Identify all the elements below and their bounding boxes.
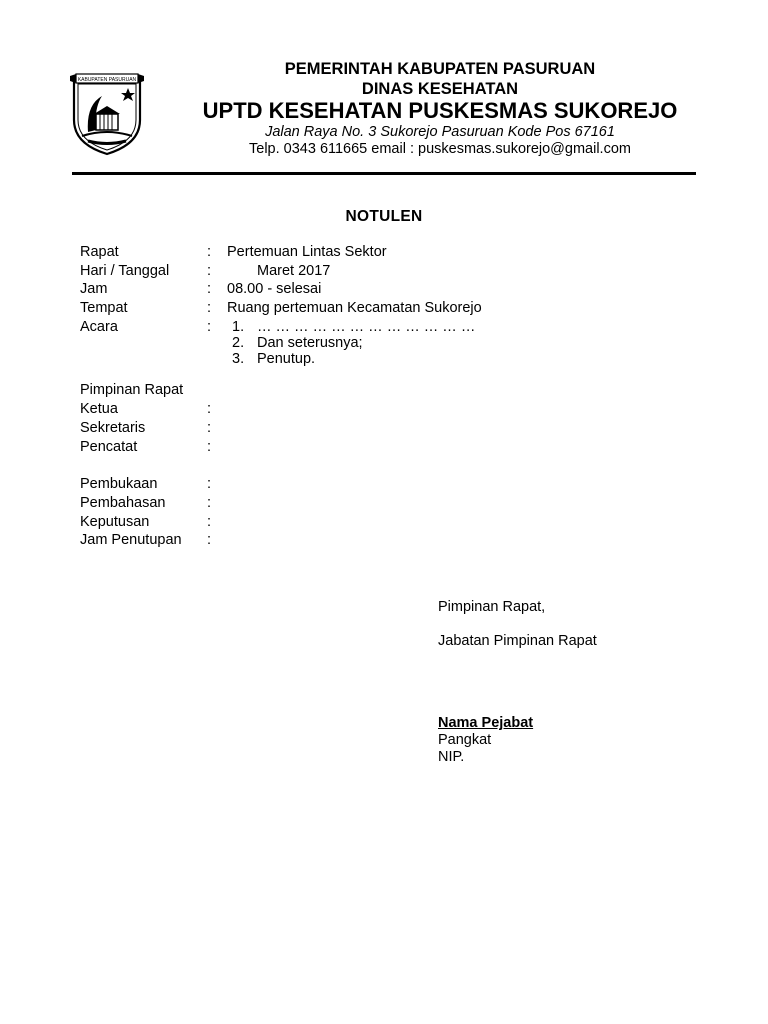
colon: : — [207, 281, 212, 297]
colon: : — [207, 532, 212, 548]
label-jam-penutupan: Jam Penutupan — [80, 532, 182, 548]
header-agency: DINAS KESEHATAN — [361, 80, 519, 98]
label-pembahasan: Pembahasan — [80, 495, 166, 511]
agenda-item-text: … … … … … … … … … … … … — [257, 319, 476, 335]
signature-nip: NIP. — [438, 749, 465, 765]
signature-position: Jabatan Pimpinan Rapat — [438, 633, 597, 649]
colon: : — [207, 514, 212, 530]
colon: : — [207, 476, 212, 492]
label-sekretaris: Sekretaris — [80, 420, 146, 436]
colon: : — [207, 495, 212, 511]
label-ketua: Ketua — [80, 401, 118, 417]
agenda-item-text: Penutup. — [257, 351, 316, 367]
label-pencatat: Pencatat — [80, 439, 138, 455]
value-rapat: Pertemuan Lintas Sektor — [227, 244, 387, 260]
header-contact: Telp. 0343 611665 email : puskesmas.sukorejo@gmail.com — [249, 141, 631, 157]
label-tempat: Tempat — [80, 300, 128, 316]
header-organization: UPTD KESEHATAN PUSKESMAS SUKOREJO — [202, 98, 678, 123]
value-tempat: Ruang pertemuan Kecamatan Sukorejo — [227, 300, 482, 316]
colon: : — [207, 319, 212, 335]
label-rapat: Rapat — [80, 244, 119, 260]
colon: : — [207, 439, 212, 455]
agenda-item-number: 1. — [232, 319, 245, 335]
value-hari-tanggal: Maret 2017 — [257, 263, 331, 279]
signature-heading: Pimpinan Rapat, — [438, 599, 546, 615]
logo-banner-text: KABUPATEN PASURUAN — [77, 77, 137, 83]
agenda-item-number: 3. — [232, 351, 245, 367]
header-divider — [72, 172, 696, 175]
value-jam: 08.00 - selesai — [227, 281, 322, 297]
colon: : — [207, 401, 212, 417]
label-keputusan: Keputusan — [80, 514, 150, 530]
colon: : — [207, 263, 212, 279]
colon: : — [207, 244, 212, 260]
agenda-item-number: 2. — [232, 335, 245, 351]
regency-emblem-logo — [66, 70, 148, 156]
label-acara: Acara — [80, 319, 118, 335]
label-hari-tanggal: Hari / Tanggal — [80, 263, 170, 279]
section-heading-pimpinan-rapat: Pimpinan Rapat — [80, 382, 184, 398]
header-address: Jalan Raya No. 3 Sukorejo Pasuruan Kode Pos 67161 — [265, 124, 615, 140]
agenda-item-text: Dan seterusnya; — [257, 335, 363, 351]
colon: : — [207, 300, 212, 316]
document-title: NOTULEN — [345, 208, 423, 225]
header-government: PEMERINTAH KABUPATEN PASURUAN — [284, 60, 596, 78]
label-pembukaan: Pembukaan — [80, 476, 158, 492]
colon: : — [207, 420, 212, 436]
label-jam: Jam — [80, 281, 108, 297]
signature-name: Nama Pejabat — [438, 715, 534, 731]
signature-rank: Pangkat — [438, 732, 492, 748]
